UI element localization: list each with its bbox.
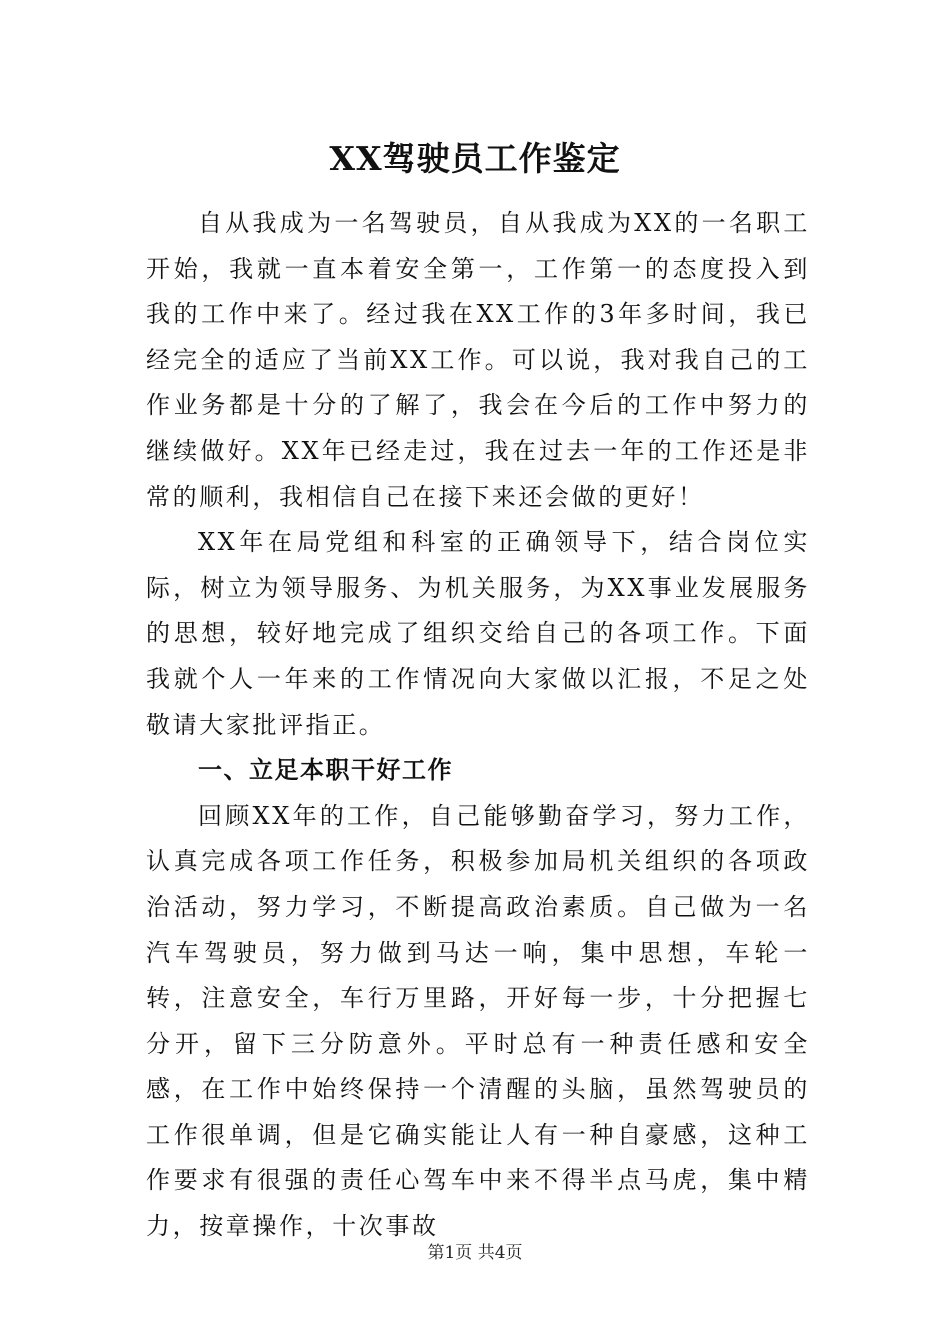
page-number: 第1页 [427,1243,473,1263]
document-title: XX驾驶员工作鉴定 [329,139,621,178]
document-body [146,201,810,1250]
page-footer [0,1240,950,1266]
page-total: 共4页 [477,1243,523,1263]
paragraph-summary: XX年在局党组和科室的正确领导下，结合岗位实际，树立为领导服务、为机关服务，为XX事业发展服务的思想，较好地完成了组织交给自己的各项工作。下面我就个人一年来的工作情况向大家做以汇报，不足之处敬请大家批评指正。 [146,528,810,739]
section-heading: 一、立足本职干好工作 [198,756,453,785]
paragraph-intro: 自从我成为一名驾驶员，自从我成为XX的一名职工开始，我就一直本着安全第一，工作第一的态度投入到我的工作中来了。经过我在XX工作的3年多时间，我已经完全的适应了当前XX工作。可以说，我对我自己的工作业务都是十分的了解了，我会在今后的工作中努力的继续做好。XX年已经走过，我在过去一年的工作还是非常的顺利，我相信自己在接下来还会做的更好！ [146,209,810,511]
paragraph-section-1: 回顾XX年的工作，自己能够勤奋学习，努力工作，认真完成各项工作任务，积极参加局机关组织的各项政治活动，努力学习，不断提高政治素质。自己做为一名汽车驾驶员，努力做到马达一响，集中思想，车轮一转，注意安全，车行万里路，开好每一步，十分把握七分开，留下三分防意外。平时总有一种责任感和安全感，在工作中始终保持一个清醒的头脑，虽然驾驶员的工作很单调，但是它确实能让人有一种自豪感，这种工作要求有很强的责任心驾车中来不得半点马虎，集中精力，按章操作，十次事故 [146,801,810,1241]
